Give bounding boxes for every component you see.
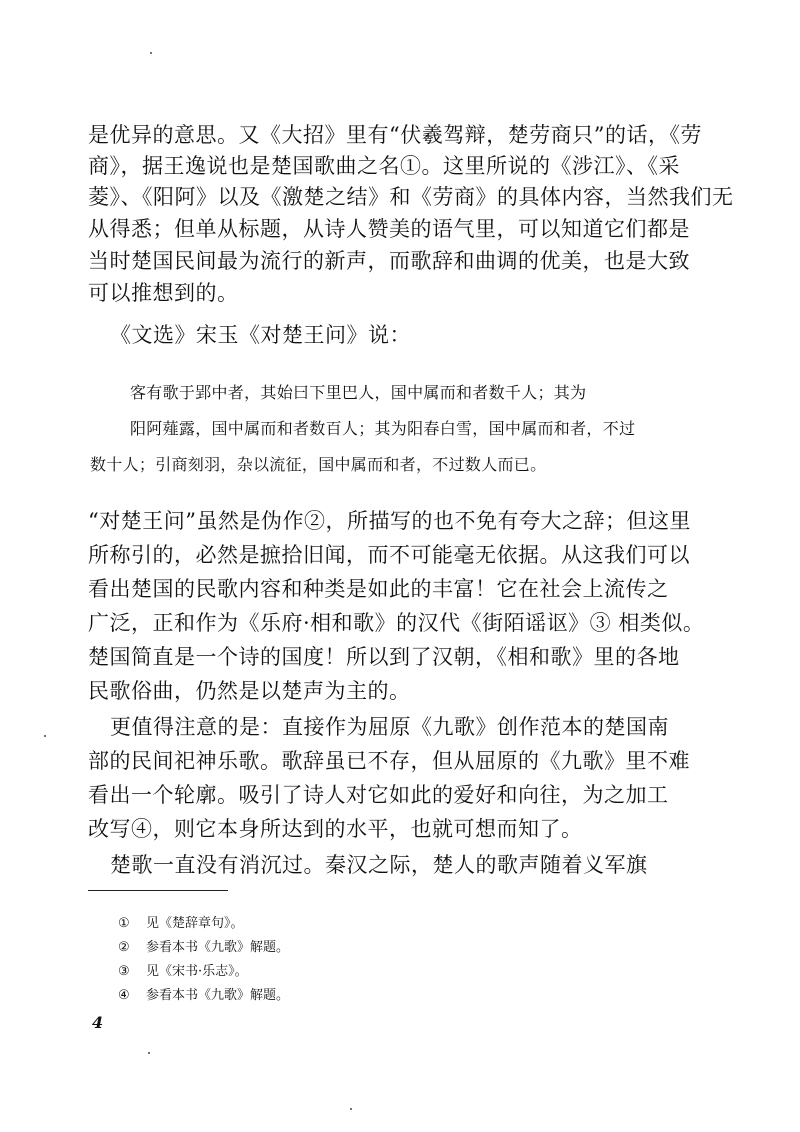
page-number: 4 xyxy=(92,1013,104,1032)
text-line: 广泛，正和作为《乐府·相和歌》的汉代《街陌谣讴》③ 相类似。 xyxy=(88,611,705,635)
text-line: 从得悉；但单从标题，从诗人赞美的语气里，可以知道它们都是 xyxy=(88,217,690,241)
footnote xyxy=(118,914,244,934)
footnote-text: 参看本书《九歌》解题。 xyxy=(146,988,290,1003)
footnote xyxy=(118,962,248,982)
text-line: 可以推想到的。 xyxy=(88,281,239,305)
text-line: 看出楚国的民歌内容和种类是如此的丰富！它在社会上流传之 xyxy=(88,577,669,601)
footnote-text: 见《宋书·乐志》。 xyxy=(146,964,248,979)
scan-speck xyxy=(350,1108,352,1110)
footnote-marker: ② xyxy=(118,940,130,955)
text-line: 更值得注意的是：直接作为屈原《九歌》创作范本的楚国南 xyxy=(110,715,669,739)
footnote-text: 参看本书《九歌》解题。 xyxy=(146,940,290,955)
scan-speck xyxy=(148,1052,150,1054)
quote-line: 数十人；引商刻羽，杂以流征，国中属而和者，不过数人而已。 xyxy=(90,455,547,474)
footnote-marker: ③ xyxy=(118,964,130,979)
text-line: 部的民间祀神乐歌。歌辞虽已不存，但从屈原的《九歌》里不难 xyxy=(88,749,690,773)
text-line: 看出一个轮廓。吸引了诗人对它如此的爱好和向往，为之加工 xyxy=(88,783,669,807)
quote-line: 阳阿薤露，国中属而和者数百人；其为阳春白雪，国中属而和者，不过 xyxy=(130,419,636,438)
quote-line: 客有歌于郢中者，其始曰下里巴人，国中属而和者数千人；其为 xyxy=(130,383,587,402)
scan-speck xyxy=(150,52,152,54)
footnote xyxy=(118,986,289,1006)
text-line: 是优异的意思。又《大招》里有“伏羲驾辩，楚劳商只”的话，《劳 xyxy=(88,123,702,147)
footnote xyxy=(118,938,289,958)
text-line: 当时楚国民间最为流行的新声，而歌辞和曲调的优美，也是大致 xyxy=(88,249,690,273)
text-line: 商》，据王逸说也是楚国歌曲之名①。这里所说的《涉江》、《采 xyxy=(88,154,680,178)
text-line: 楚歌一直没有消沉过。秦汉之际，楚人的歌声随着义军旗 xyxy=(110,853,648,877)
text-line: 所称引的，必然是摭拾旧闻，而不可能毫无依据。从这我们可以 xyxy=(88,543,690,567)
footnote-marker: ① xyxy=(118,916,130,931)
scan-speck xyxy=(44,735,46,737)
footnote-marker: ④ xyxy=(118,988,130,1003)
footnote-separator xyxy=(88,890,228,891)
text-line: 改写④，则它本身所达到的水平，也就可想而知了。 xyxy=(88,817,583,841)
text-line: “对楚王问”虽然是伪作②，所描写的也不免有夸大之辞；但这里 xyxy=(88,509,691,533)
footnote-text: 见《楚辞章句》。 xyxy=(146,916,244,931)
text-line: 民歌俗曲，仍然是以楚声为主的。 xyxy=(88,679,411,703)
text-line: 菱》、《阳阿》以及《激楚之结》和《劳商》的具体内容，当然我们无 xyxy=(88,185,734,209)
quote-intro: 《文选》宋玉《对楚王问》说： xyxy=(110,323,411,347)
text-line: 楚国简直是一个诗的国度！所以到了汉朝，《相和歌》里的各地 xyxy=(88,645,680,669)
